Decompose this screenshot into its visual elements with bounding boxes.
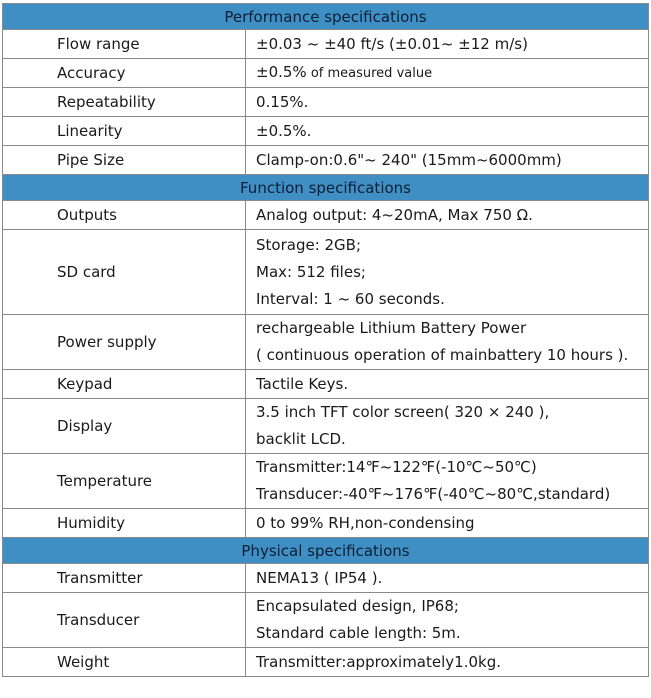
spec-value-line: Transmitter:approximately1.0kg. [256, 652, 501, 671]
spec-value-line: NEMA13 ( IP54 ). [256, 568, 383, 587]
spec-label: Keypad [3, 370, 246, 399]
spec-value [246, 648, 649, 677]
spec-value-suffix: of measured value [306, 66, 433, 81]
spec-row [3, 454, 649, 509]
spec-value-line: 0 to 99% RH,non-condensing [256, 513, 475, 532]
spec-value-line: Standard cable length: 5m. [256, 624, 461, 642]
section-title-physical: Physical specifications [3, 538, 649, 564]
spec-value [246, 593, 649, 648]
section-header-row [3, 4, 649, 30]
spec-label: Pipe Size [3, 146, 246, 175]
spec-row [3, 59, 649, 88]
spec-label: Outputs [3, 201, 246, 230]
spec-value [246, 370, 649, 399]
spec-row [3, 88, 649, 117]
spec-row [3, 146, 649, 175]
spec-value-line: Tactile Keys. [256, 374, 349, 393]
spec-value [246, 399, 649, 454]
spec-row [3, 370, 649, 399]
section-title-performance: Performance specifications [3, 4, 649, 30]
spec-value-line: ±0.5%. [256, 121, 312, 140]
spec-value-line: ( continuous operation of mainbattery 10 hours ). [256, 346, 629, 364]
spec-value-line: 0.15%. [256, 92, 309, 111]
spec-row [3, 230, 649, 315]
spec-label: Accuracy [3, 59, 246, 88]
spec-value-line: Storage: 2GB; [256, 235, 362, 254]
spec-value [246, 59, 649, 88]
spec-row [3, 315, 649, 370]
spec-value [246, 146, 649, 175]
spec-value-line: Transmitter:14℉~122℉(-10℃~50℃) [256, 458, 537, 476]
spec-value-line: backlit LCD. [256, 430, 346, 448]
spec-value-line: Transducer:-40℉~176℉(-40℃~80℃,standard) [256, 485, 611, 503]
section-header-row [3, 538, 649, 564]
spec-row [3, 399, 649, 454]
spec-label: Weight [3, 648, 246, 677]
spec-label: Repeatability [3, 88, 246, 117]
spec-value [246, 454, 649, 509]
spec-row [3, 593, 649, 648]
spec-label: Flow range [3, 30, 246, 59]
spec-value-line: Interval: 1 ~ 60 seconds. [256, 289, 445, 308]
spec-label: Transducer [3, 593, 246, 648]
spec-label: Power supply [3, 315, 246, 370]
spec-row [3, 564, 649, 593]
spec-label: Linearity [3, 117, 246, 146]
spec-value-line: rechargeable Lithium Battery Power [256, 319, 527, 337]
specifications-table [2, 3, 649, 677]
spec-value [246, 315, 649, 370]
spec-value-line: Analog output: 4~20mA, Max 750 Ω. [256, 205, 533, 224]
spec-value [246, 201, 649, 230]
spec-label: Transmitter [3, 564, 246, 593]
spec-row [3, 201, 649, 230]
spec-row [3, 648, 649, 677]
spec-value-line: Max: 512 files; [256, 262, 366, 281]
spec-value [246, 30, 649, 59]
spec-value-line: Encapsulated design, IP68; [256, 597, 459, 615]
spec-value-line: ±0.03 ~ ±40 ft/s (±0.01~ ±12 m/s) [256, 34, 528, 53]
spec-value [246, 564, 649, 593]
spec-value-line: 3.5 inch TFT color screen( 320 × 240 ), [256, 403, 550, 421]
spec-row [3, 30, 649, 59]
spec-row [3, 117, 649, 146]
spec-value-line: ±0.5% [256, 63, 307, 81]
spec-label: SD card [3, 230, 246, 315]
section-title-function: Function specifications [3, 175, 649, 201]
spec-label: Display [3, 399, 246, 454]
spec-value [246, 88, 649, 117]
spec-label: Temperature [3, 454, 246, 509]
spec-row [3, 509, 649, 538]
spec-value-line: Clamp-on:0.6"~ 240" (15mm~6000mm) [256, 150, 562, 169]
spec-value [246, 117, 649, 146]
spec-value [246, 230, 649, 315]
section-header-row [3, 175, 649, 201]
spec-value [246, 509, 649, 538]
spec-label: Humidity [3, 509, 246, 538]
